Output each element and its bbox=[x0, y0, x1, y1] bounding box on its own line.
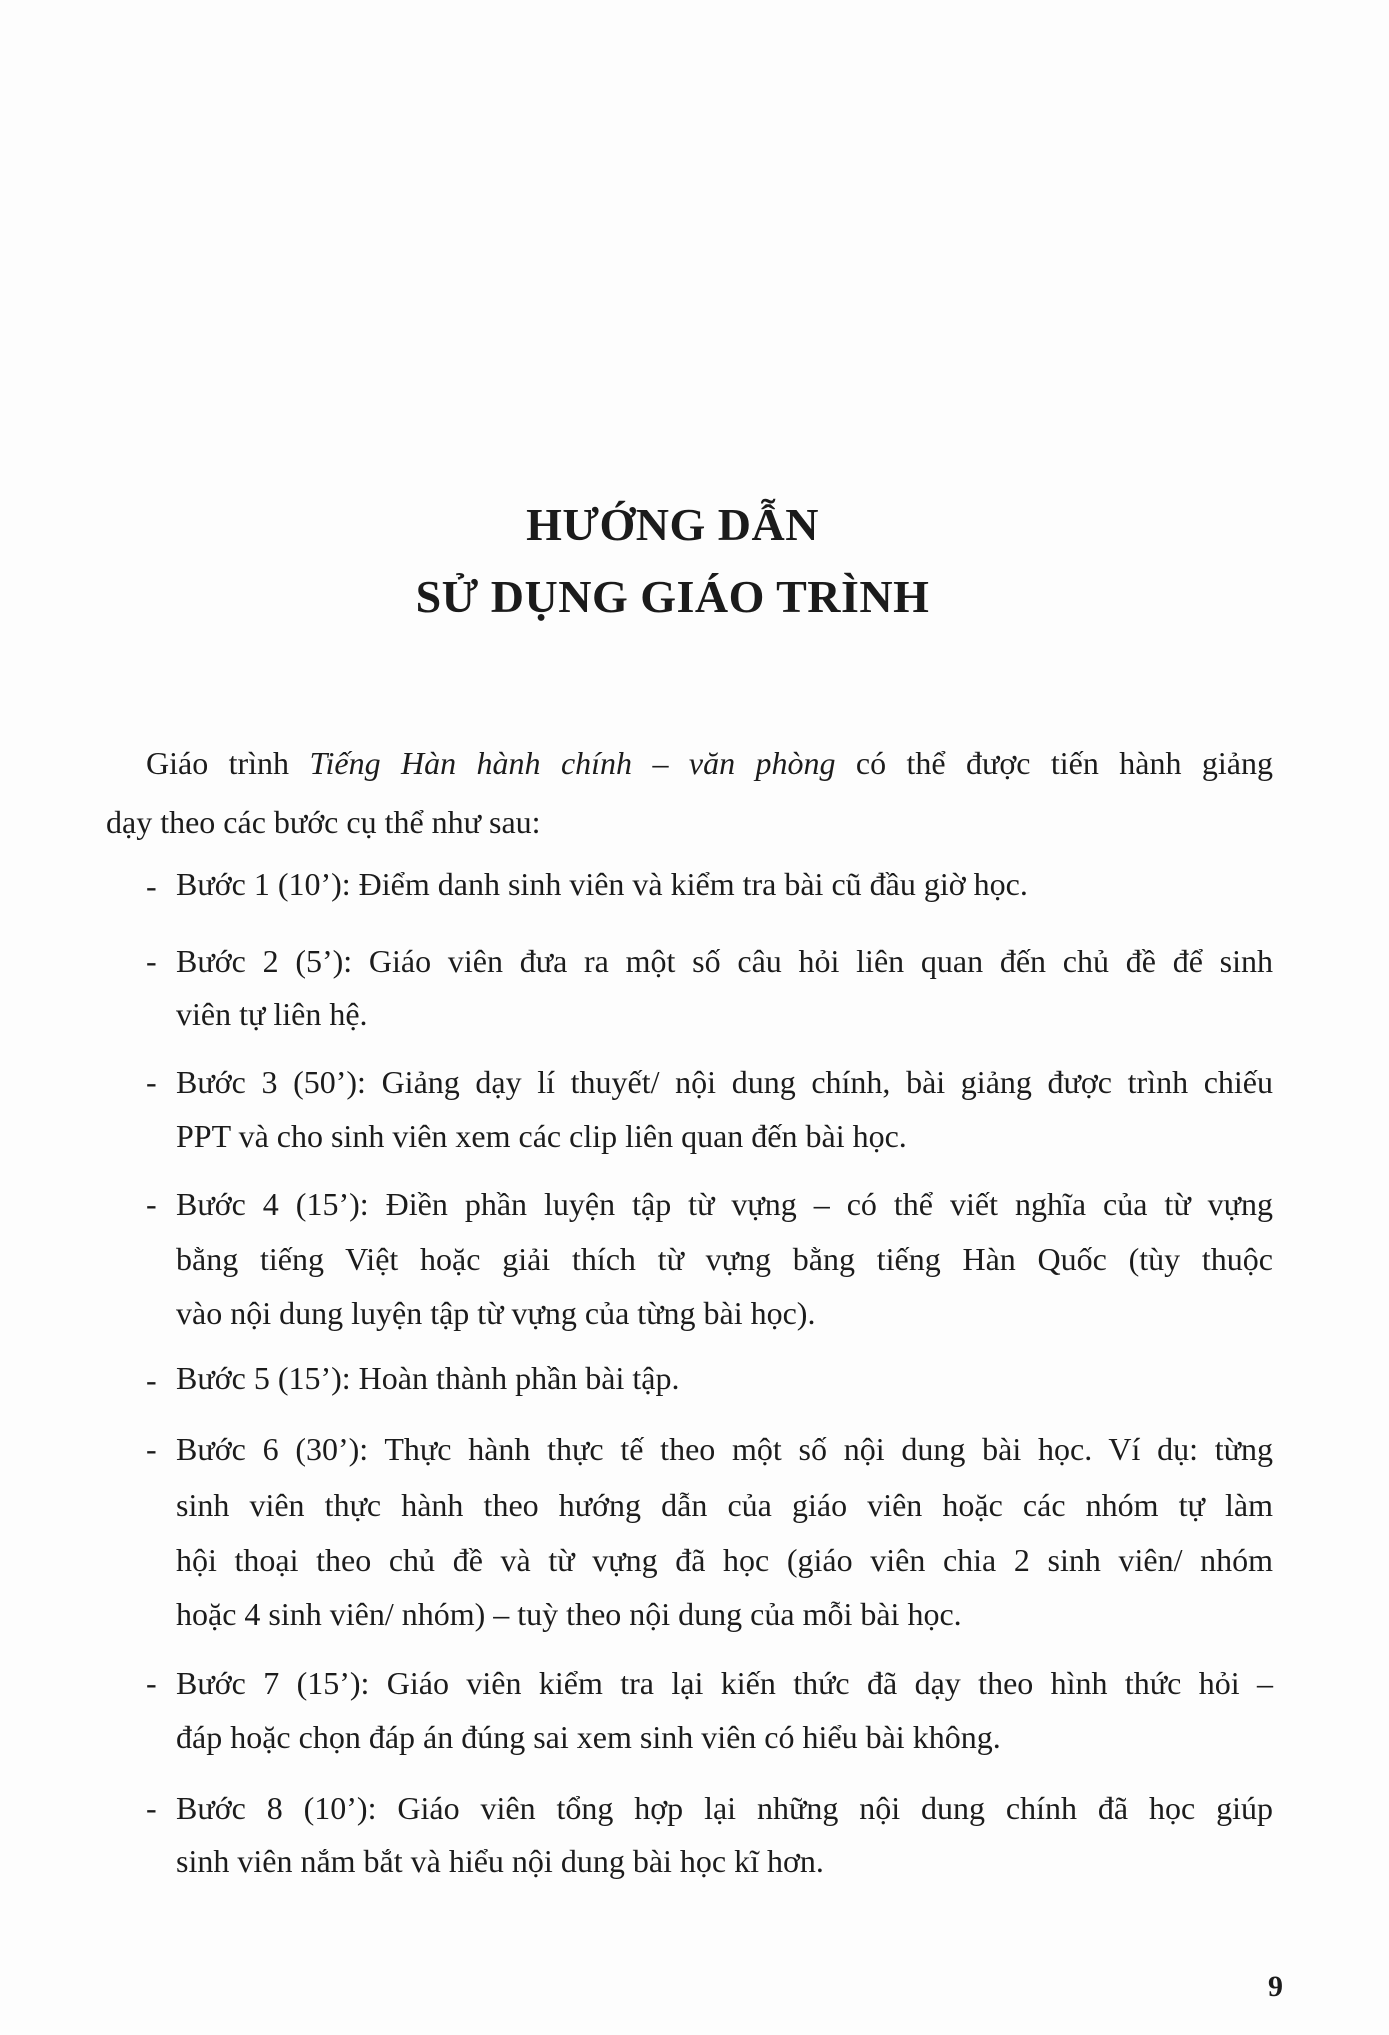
step-4-dash: - bbox=[146, 1186, 157, 1222]
step-6-line-4: hoặc 4 sinh viên/ nhóm) – tuỳ theo nội dung của mỗi bài học. bbox=[176, 1596, 962, 1632]
step-3-line-1: Bước 3 (50’): Giảng dạy lí thuyết/ nội dung chính, bài giảng được trình chiếu bbox=[176, 1064, 1273, 1100]
step-6-line-3: hội thoại theo chủ đề và từ vựng đã học (giáo viên chia 2 sinh viên/ nhóm bbox=[176, 1542, 1273, 1578]
step-2-line-2: viên tự liên hệ. bbox=[176, 996, 368, 1032]
step-2-line-1: Bước 2 (5’): Giáo viên đưa ra một số câu hỏi liên quan đến chủ đề để sinh bbox=[176, 943, 1273, 979]
step-7-line-2: đáp hoặc chọn đáp án đúng sai xem sinh viên có hiểu bài không. bbox=[176, 1719, 1001, 1755]
step-6-line-2: sinh viên thực hành theo hướng dẫn của giáo viên hoặc các nhóm tự làm bbox=[176, 1487, 1273, 1523]
step-7-line-1: Bước 7 (15’): Giáo viên kiểm tra lại kiến thức đã dạy theo hình thức hỏi – bbox=[176, 1665, 1273, 1701]
step-8-dash: - bbox=[146, 1790, 157, 1826]
step-4-line-2: bằng tiếng Việt hoặc giải thích từ vựng bằng tiếng Hàn Quốc (tùy thuộc bbox=[176, 1241, 1273, 1277]
intro-prefix: Giáo trình bbox=[146, 745, 310, 781]
heading-line-2: SỬ DỤNG GIÁO TRÌNH bbox=[415, 571, 930, 622]
step-6-line-1: Bước 6 (30’): Thực hành thực tế theo một số nội dung bài học. Ví dụ: từng bbox=[176, 1431, 1273, 1467]
step-4-line-3: vào nội dung luyện tập từ vựng của từng bài học). bbox=[176, 1295, 816, 1331]
intro-suffix: có thể được tiến hành giảng bbox=[835, 745, 1274, 781]
step-8-line-1: Bước 8 (10’): Giáo viên tổng hợp lại những nội dung chính đã học giúp bbox=[176, 1790, 1273, 1826]
step-3-dash: - bbox=[146, 1064, 157, 1100]
step-5-line-1: Bước 5 (15’): Hoàn thành phần bài tập. bbox=[176, 1360, 680, 1396]
step-6-dash: - bbox=[146, 1431, 157, 1467]
intro-line-1 bbox=[146, 745, 1273, 782]
intro-book-title: Tiếng Hàn hành chính – văn phòng bbox=[309, 745, 836, 781]
step-8-line-2: sinh viên nắm bắt và hiểu nội dung bài học kĩ hơn. bbox=[176, 1843, 824, 1879]
page-number: 9 bbox=[1268, 1970, 1283, 2003]
step-5-dash: - bbox=[146, 1362, 157, 1398]
step-1-line-1: Bước 1 (10’): Điểm danh sinh viên và kiểm tra bài cũ đầu giờ học. bbox=[176, 866, 1028, 902]
step-7-dash: - bbox=[146, 1665, 157, 1701]
heading-line-1: HƯỚNG DẪN bbox=[526, 499, 819, 550]
step-1-dash: - bbox=[146, 868, 157, 904]
step-3-line-2: PPT và cho sinh viên xem các clip liên quan đến bài học. bbox=[176, 1118, 907, 1154]
step-4-line-1: Bước 4 (15’): Điền phần luyện tập từ vựng – có thể viết nghĩa của từ vựng bbox=[176, 1186, 1273, 1222]
intro-line-2: dạy theo các bước cụ thể như sau: bbox=[106, 804, 541, 840]
step-2-dash: - bbox=[146, 943, 157, 979]
